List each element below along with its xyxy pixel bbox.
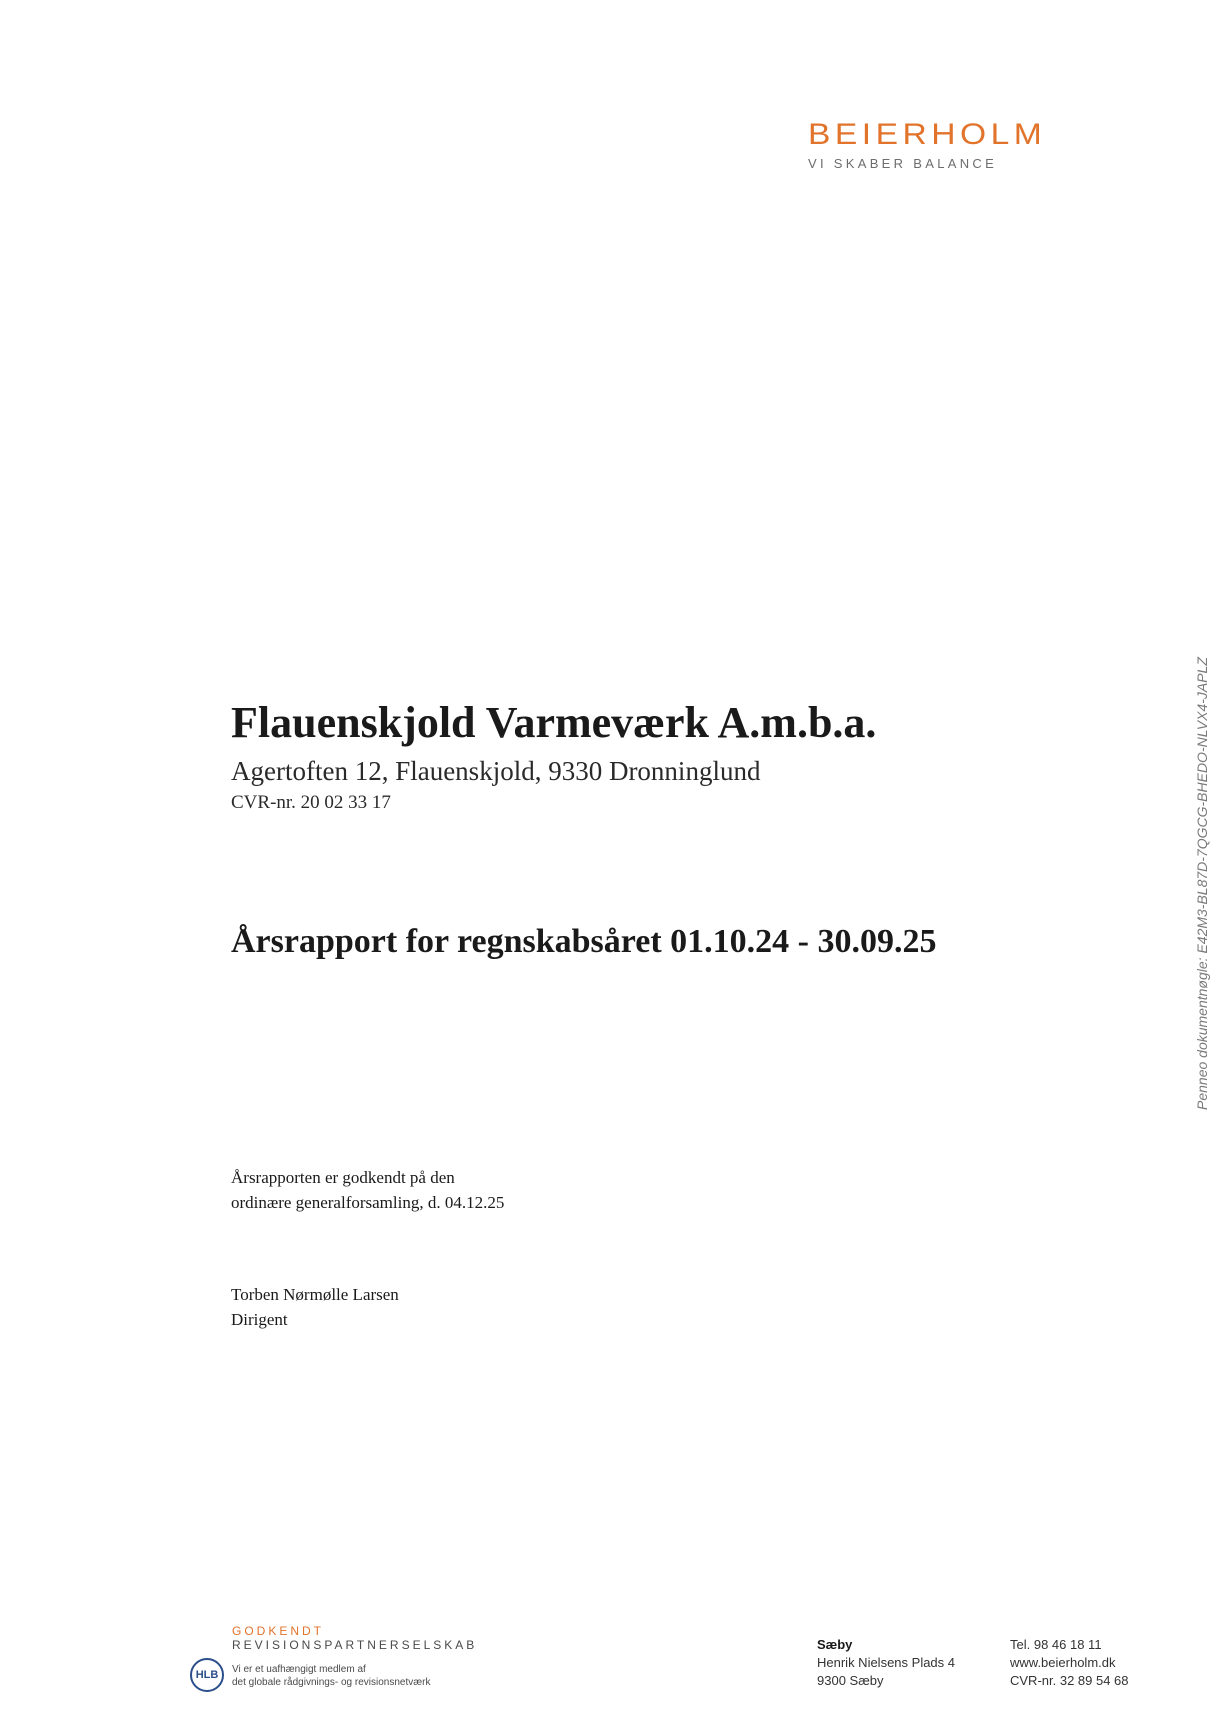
- office-street: Henrik Nielsens Plads 4: [817, 1655, 956, 1670]
- company-address: Agertoften 12, Flauenskjold, 9330 Dronninglund: [231, 756, 761, 786]
- office-zip: 9300 Sæby: [817, 1673, 884, 1688]
- logo-wordmark: BEIERHOLM: [808, 118, 1047, 151]
- beierholm-logo: [808, 120, 1108, 171]
- hlb-membership-text: [232, 1663, 430, 1689]
- godkendt-label: GODKENDT: [232, 1624, 325, 1638]
- company-cvr: CVR-nr. 20 02 33 17: [231, 792, 391, 813]
- approval-statement: [231, 1165, 504, 1215]
- approval-line-2: ordinære generalforsamling, d. 04.12.25: [231, 1193, 505, 1212]
- hlb-logo-icon: HLB: [190, 1658, 224, 1692]
- signer-role: Dirigent: [231, 1310, 288, 1329]
- footer-contact: [1010, 1636, 1129, 1690]
- footer-office: [817, 1636, 955, 1690]
- company-name: Flauenskjold Varmeværk A.m.b.a.: [231, 698, 877, 747]
- penneo-document-key: Penneo dokumentnøgle: E42M3-BL87D-7QGCG-BHEDO-NLVX4-JAPLZ: [1194, 657, 1210, 1110]
- hlb-line-2: det globale rådgivnings- og revisionsnetværk: [232, 1677, 431, 1688]
- report-title: Årsrapport for regnskabsåret 01.10.24 - 30.09.25: [231, 923, 937, 960]
- revision-label: REVISIONSPARTNERSELSKAB: [232, 1638, 478, 1652]
- logo-tagline: VI SKABER BALANCE: [808, 156, 998, 171]
- approval-line-1: Årsrapporten er godkendt på den: [231, 1168, 455, 1187]
- signer-name: Torben Nørmølle Larsen: [231, 1285, 399, 1304]
- signer-block: [231, 1282, 399, 1332]
- office-city: Sæby: [817, 1637, 853, 1652]
- contact-web: www.beierholm.dk: [1010, 1655, 1116, 1670]
- hlb-line-1: Vi er et uafhængigt medlem af: [232, 1664, 366, 1675]
- contact-phone: Tel. 98 46 18 11: [1010, 1637, 1102, 1652]
- contact-cvr: CVR-nr. 32 89 54 68: [1010, 1673, 1129, 1688]
